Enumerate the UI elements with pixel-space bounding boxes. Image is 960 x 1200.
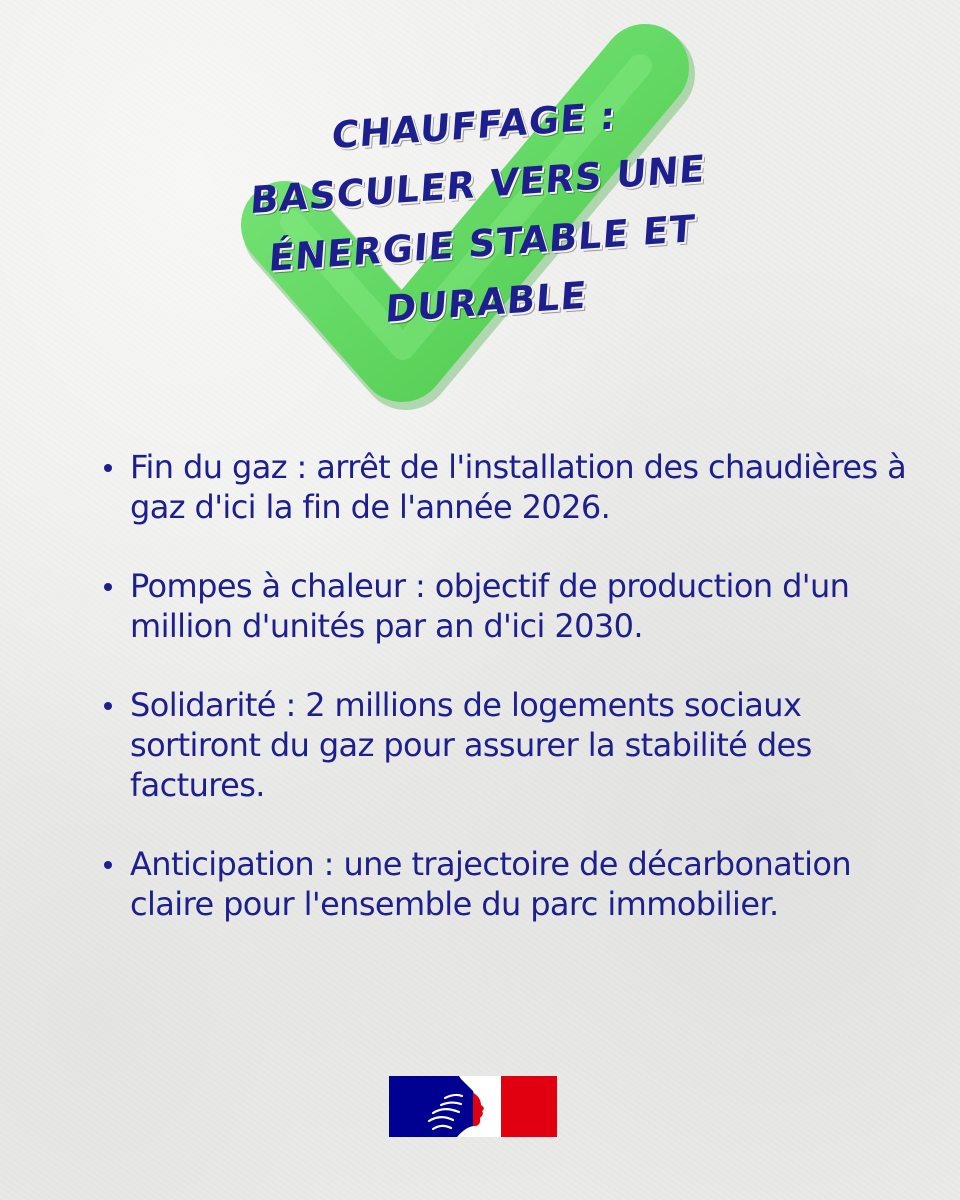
title-line-2: BASCULER VERS UNE <box>248 147 707 223</box>
list-item <box>104 844 916 924</box>
list-item <box>104 447 916 527</box>
bullet-dot <box>104 583 112 591</box>
list-item-text: Pompes à chaleur : objectif de production d'un million d'unités par an d'ici 2030. <box>130 567 850 645</box>
republique-francaise-logo <box>389 1076 557 1137</box>
list-item-text: Solidarité : 2 millions de logements sociaux sortiront du gaz pour assurer la stabilité des factures. <box>130 686 812 804</box>
title-line-1: CHAUFFAGE : <box>330 94 618 158</box>
title-line-4: DURABLE <box>383 273 589 331</box>
title-line-3: ÉNERGIE STABLE ET <box>267 206 697 280</box>
list-item <box>104 566 916 646</box>
list-item <box>104 685 916 805</box>
bullet-dot <box>104 861 112 869</box>
bullet-list <box>104 447 916 963</box>
list-item-text: Fin du gaz : arrêt de l'installation des chaudières à gaz d'ici la fin de l'année 2026. <box>130 448 907 526</box>
bullet-dot <box>104 464 112 472</box>
list-item-text: Anticipation : une trajectoire de décarbonation claire pour l'ensemble du parc immobilier. <box>130 845 852 923</box>
title <box>222 79 737 349</box>
bullet-dot <box>104 702 112 710</box>
